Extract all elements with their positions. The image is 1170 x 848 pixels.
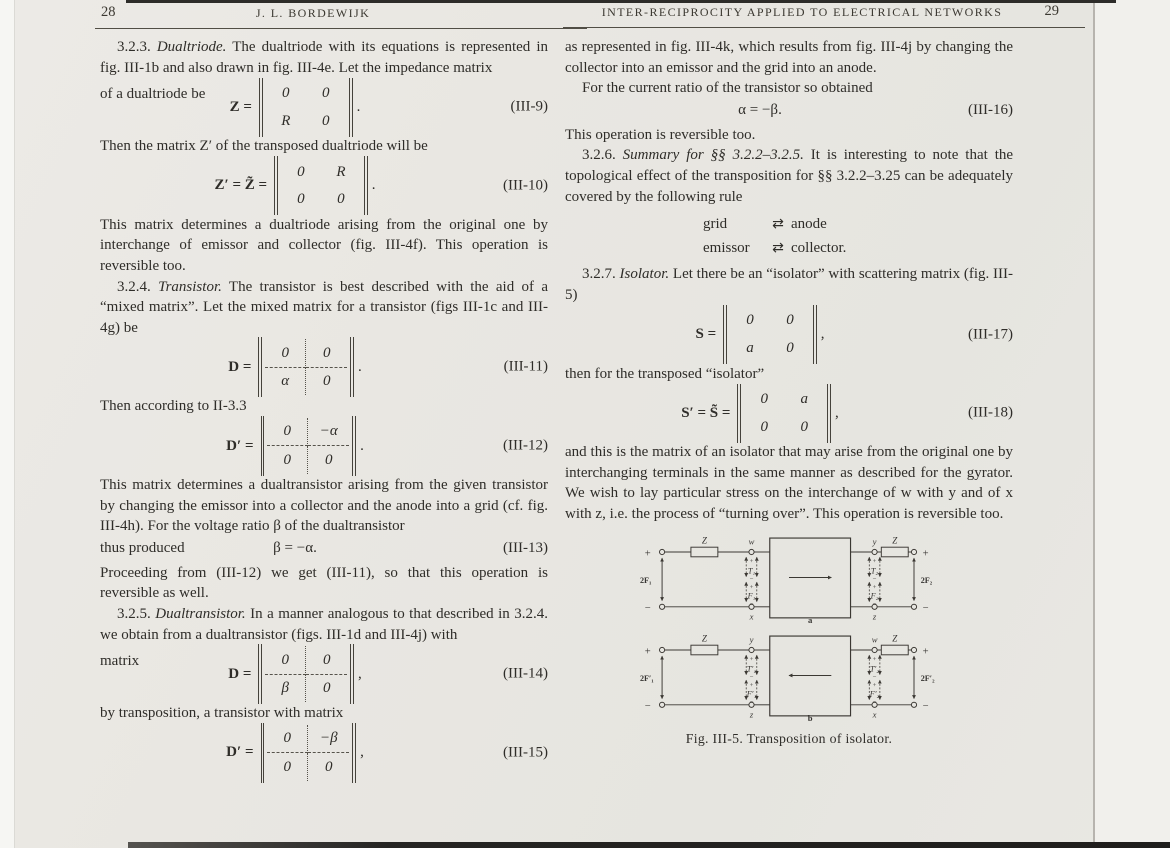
section-title: Dualtransistor. (155, 605, 246, 622)
scan-right-page-edge (1093, 0, 1170, 848)
equation-lhs: D′ = (226, 744, 254, 761)
node-label: w (871, 633, 878, 644)
isolator-box (770, 636, 851, 716)
equation-lhs: S′ = S̃ = (681, 404, 731, 421)
sign-minus: − (749, 599, 754, 607)
subfigure-label: a (807, 614, 813, 624)
terminal-node (911, 604, 916, 609)
equation-iii-16: α = −β. (III-16) (565, 100, 1013, 122)
sign-minus: − (749, 673, 754, 681)
paragraph-3-2-6: 3.2.6. Summary for §§ 3.2.2–3.2.5. It is interesting to note that the topological effect of the transposition for §§ 3.2.2–3.25 can be adequately covered by the following rule (565, 147, 1014, 205)
resistor-symbol (881, 547, 908, 557)
port-node (749, 549, 754, 554)
figure-iii-5 (565, 530, 1013, 750)
rule-row-grid-anode: grid ⇄ anode (703, 214, 875, 235)
voltage-label: F₂ (870, 591, 879, 601)
equation-number: (III-17) (968, 326, 1013, 343)
impedance-label: Z (701, 534, 707, 545)
port-node (872, 549, 877, 554)
equation-lhs: Z = (229, 98, 252, 115)
source-label: 2F₂ (920, 575, 933, 585)
right-page-text-column (565, 37, 1013, 749)
sign-plus: + (749, 557, 754, 565)
paragraph: then for the transposed “isolator” (565, 365, 765, 382)
equation-iii-12: D′ = 0 −α 0 0 . (III-12) (100, 419, 548, 473)
polarity-plus: + (922, 645, 929, 657)
scan-left-edge (0, 0, 15, 848)
equation-number: (III-12) (503, 437, 548, 454)
resistor-symbol (691, 547, 718, 557)
voltage-label: T′₂ (869, 664, 880, 674)
voltage-label: F′₁ (746, 689, 757, 699)
left-page-header (95, 6, 587, 29)
terminal-node (659, 702, 664, 707)
polarity-minus: − (922, 602, 929, 614)
equation-number: (III-18) (968, 404, 1013, 421)
sign-minus: − (872, 673, 877, 681)
right-page-number: 29 (1044, 3, 1059, 19)
equation-iii-15: D′ = 0 −β 0 0 , (III-15) (100, 726, 548, 780)
polarity-plus: + (922, 547, 929, 559)
equation-iii-13: thus produced β = −α. (III-13) (100, 538, 548, 560)
equation-pre-text: of a dualtriode be (100, 86, 206, 103)
terminal-node (911, 702, 916, 707)
section-title: Isolator. (619, 266, 670, 283)
equation-number: (III-14) (503, 665, 548, 682)
voltage-label: F₁ (747, 591, 756, 601)
section-title: Dualtriode. (156, 39, 227, 55)
equation-number: (III-13) (503, 539, 548, 556)
source-label: 2F₁ (639, 575, 652, 585)
matrix: 0 −α 0 0 (261, 418, 357, 474)
equation-iii-18: S′ = S̃ = 0 a 0 0 , (III-18) (565, 386, 1013, 440)
polarity-minus: − (922, 700, 929, 712)
terminal-node (659, 604, 664, 609)
voltage-label: T′₁ (746, 664, 757, 674)
terminal-node (911, 549, 916, 554)
two-way-arrow-icon: ⇄ (772, 239, 784, 256)
sign-plus: + (872, 557, 877, 565)
equation-lhs: D′ = (226, 437, 254, 454)
polarity-plus: + (644, 645, 651, 657)
polarity-minus: − (644, 700, 651, 712)
isolator-box (770, 538, 851, 618)
equation-iii-9: of a dualtriode be Z = 0 0 R 0 . (III-9) (100, 80, 548, 134)
paragraph-3-2-4: 3.2.4. Transistor. The transistor is best described with the aid of a “mixed matrix”. Let the mixed matrix for a transistor (figs III-1c and III-4g) be (100, 278, 549, 336)
node-label: z (749, 708, 754, 719)
sign-plus: + (872, 655, 877, 663)
resistor-symbol (691, 645, 718, 655)
equation-number: (III-11) (503, 359, 548, 376)
node-label: x (872, 708, 877, 719)
paragraph: Then the matrix Z′ of the transposed dualtriode will be (100, 138, 428, 155)
scan-bottom-edge-band (128, 842, 1170, 848)
voltage-label: F′₂ (869, 689, 880, 699)
paragraph: For the current ratio of the transistor so obtained (582, 80, 873, 97)
sign-minus: − (872, 697, 877, 705)
sign-minus: − (872, 599, 877, 607)
impedance-label: Z (701, 632, 707, 643)
matrix: 0 0 a 0 (723, 307, 817, 362)
right-running-head: INTER-RECIPROCITY APPLIED TO ELECTRICAL NETWORKS (601, 5, 1003, 19)
resistor-symbol (881, 645, 908, 655)
terminal-node (911, 647, 916, 652)
equation-iii-17: S = 0 0 a 0 , (III-17) (565, 308, 1013, 362)
equation-lhs: D = (228, 359, 252, 376)
equation-number: (III-9) (510, 98, 548, 115)
scan-top-edge-line (126, 0, 1116, 3)
equation-iii-11: D = 0 0 α 0 . (III-11) (100, 340, 548, 394)
impedance-label: Z (892, 534, 898, 545)
node-label: y (749, 633, 754, 644)
rule-row-emissor-collector: emissor ⇄ collector. (703, 238, 875, 259)
equation-number: (III-10) (503, 177, 548, 194)
matrix: 0 a 0 0 (737, 386, 831, 441)
sign-minus: − (872, 575, 877, 583)
equation-lhs: S = (695, 326, 717, 343)
equation-pre-text: matrix (100, 653, 140, 670)
sign-plus: + (872, 681, 877, 689)
equation-number: (III-15) (503, 744, 548, 761)
source-label: 2F′₁ (639, 673, 654, 683)
impedance-label: Z (892, 632, 898, 643)
matrix: 0 −β 0 0 (261, 725, 357, 781)
two-way-arrow-icon: ⇄ (772, 216, 784, 233)
paragraph: This matrix determines a dualtriode arising from the original one by interchange of emissor and collector (fig. III-4f). This operation is reversible too. (100, 216, 548, 274)
polarity-plus: + (644, 547, 651, 559)
sign-plus: + (749, 583, 754, 591)
paragraph-3-2-5: 3.2.5. Dualtransistor. In a manner analogous to that described in 3.2.4. we obtain from a dualtransistor (figs. III-1d and III-4j) with (100, 605, 548, 643)
sign-plus: + (749, 655, 754, 663)
paragraph: as represented in fig. III-4k, which results from fig. III-4j by changing the collector into an emissor and the grid into an anode. (565, 39, 1013, 76)
equation-lhs: Z′ = Z̃ = (214, 177, 268, 194)
polarity-minus: − (644, 602, 651, 614)
paragraph: and this is the matrix of an isolator that may arise from the original one by interchanging terminals in the same manner as described for the gyrator. We wish to lay particular stress on the interchange of w with y and of x with z, i.e. the process of “turning over”. This operation is reversible too. (565, 444, 1013, 522)
equation-number: (III-16) (968, 101, 1013, 118)
sign-minus: − (749, 575, 754, 583)
equation-iii-10: Z′ = Z̃ = 0 R 0 0 . (III-10) (100, 159, 548, 213)
node-label: x (749, 610, 754, 621)
voltage-label: T₂ (870, 566, 879, 576)
sign-minus: − (749, 697, 754, 705)
isolator-circuit-a (639, 530, 939, 624)
transposition-rule (565, 214, 1013, 258)
port-node (749, 647, 754, 652)
left-page-number: 28 (101, 4, 116, 20)
sign-plus: + (872, 583, 877, 591)
figure-caption: Fig. III-5. Transposition of isolator. (685, 730, 893, 746)
port-node (872, 647, 877, 652)
right-page-header (563, 5, 1085, 28)
matrix: 0 0 R 0 (259, 80, 353, 135)
source-label: 2F′₂ (920, 673, 935, 683)
node-label: w (748, 535, 755, 546)
paragraph: This matrix determines a dualtransistor arising from the given transistor by changing the emissor into a collector and the anode into a grid (cf. fig. III-4h). For the voltage ratio β of the dualtransistor (100, 476, 548, 535)
section-title: Summary for §§ 3.2.2–3.2.5. (622, 147, 804, 164)
paragraph: by transposition, a transistor with matrix (100, 705, 344, 722)
isolator-circuit-b (639, 628, 939, 722)
paragraph-3-2-7: 3.2.7. Isolator. Let there be an “isolator” with scattering matrix (fig. III-5) (565, 266, 1014, 303)
section-title: Transistor. (158, 278, 222, 295)
matrix: 0 R 0 0 (274, 158, 368, 213)
terminal-node (659, 549, 664, 554)
left-page-text-column (100, 37, 548, 782)
node-label: y (872, 535, 877, 546)
voltage-label: T₁ (747, 566, 756, 576)
matrix: 0 0 β 0 (258, 646, 354, 702)
node-label: z (872, 610, 877, 621)
paragraph: Then according to II-3.3 (100, 398, 247, 415)
terminal-node (659, 647, 664, 652)
paragraph-3-2-3: 3.2.3. Dualtriode. The dualtriode with its equations is represented in fig. III-1b and also drawn in fig. III-4e. Let the impedance matrix (100, 39, 549, 76)
paragraph: Proceeding from (III-12) we get (III-11), so that this operation is reversible as well. (100, 564, 548, 602)
sign-plus: + (749, 681, 754, 689)
equation-lhs: D = (228, 665, 252, 682)
subfigure-label: b (807, 712, 813, 722)
left-running-head: J. L. BORDEWIJK (255, 6, 371, 20)
equation-iii-14: matrix D = 0 0 β 0 , (III-14) (100, 647, 548, 701)
paragraph: This operation is reversible too. (565, 126, 756, 143)
matrix: 0 0 α 0 (258, 339, 354, 395)
